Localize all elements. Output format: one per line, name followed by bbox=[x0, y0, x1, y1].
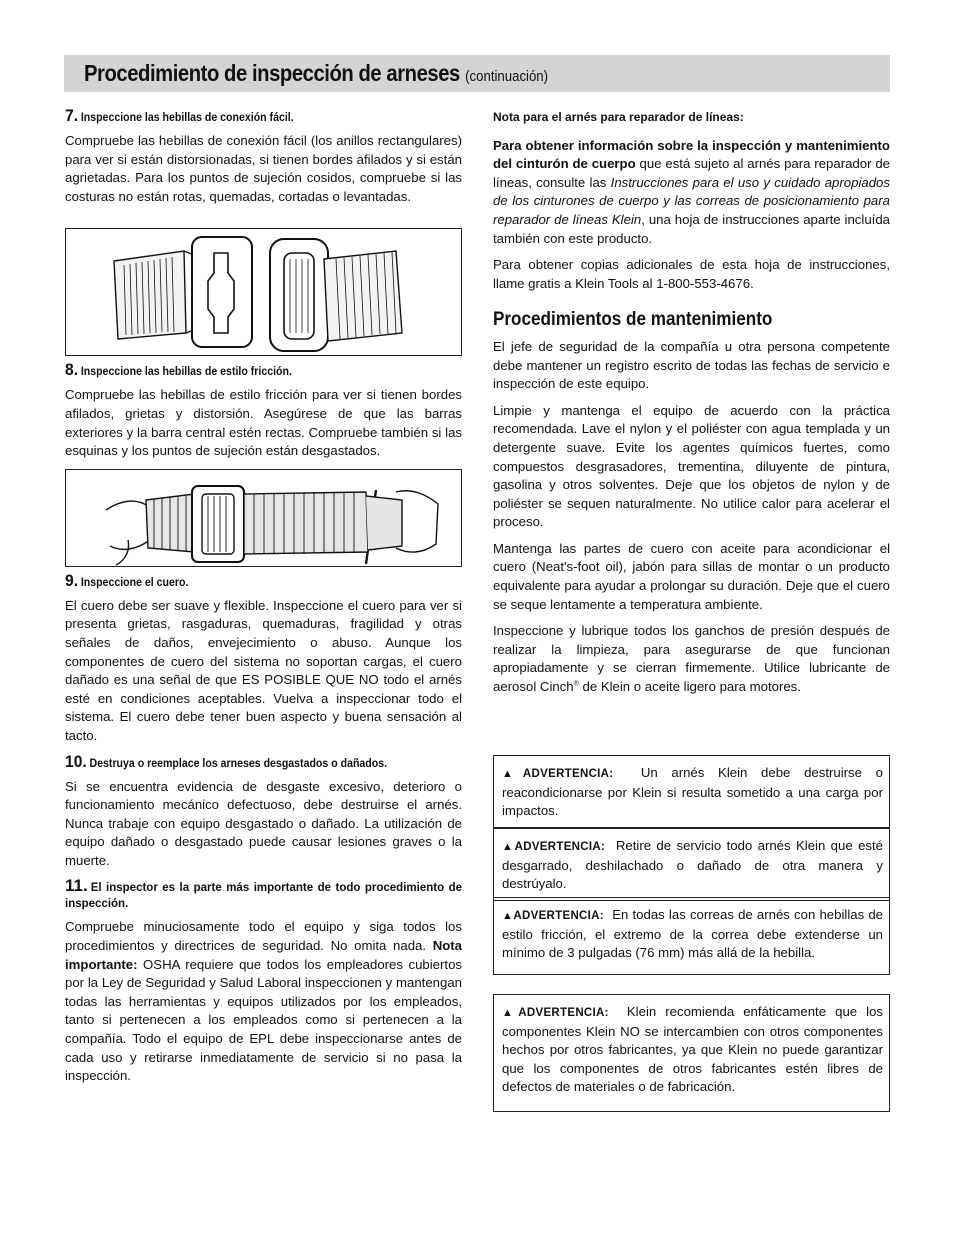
step-8-title: Inspeccione las hebillas de estilo fricción. bbox=[80, 366, 292, 379]
quick-connect-buckle-figure bbox=[65, 228, 462, 356]
step-8-body: Compruebe las hebillas de estilo fricción para ver si tienen bordes afilados, grietas y distorsión. Asegúrese de que las barras exteriores y la barra central estén rectas. Compruebe también si las esquinas y los puntos de sujeción están desgastados. bbox=[65, 387, 462, 459]
lineman-note-italic: Instrucciones para el uso y cuidado apropiados de los cinturones de cuerpo y las correas de posicionamiento para reparador de líneas Klein bbox=[493, 174, 890, 227]
step-7-number: 7. bbox=[65, 106, 79, 125]
lineman-note-bold: Para obtener información sobre la inspección y mantenimiento del cinturón de cuerpo bbox=[493, 137, 890, 172]
warning-box-4 bbox=[493, 994, 890, 1112]
step-10-body: Si se encuentra evidencia de desgaste excesivo, deterioro o funcionamiento mecánico defectuoso, debe destruirse el arnés. Nunca trabaje con equipo desgastado o dañado. La utilización de equipo dañado o desgastado puede causar lesiones graves o la muerte. bbox=[65, 778, 462, 868]
left-column bbox=[65, 108, 462, 1094]
step-11-heading bbox=[65, 878, 462, 912]
step-9-number: 9. bbox=[65, 570, 79, 590]
maintenance-p4-b: de Klein o aceite ligero para motores. bbox=[582, 679, 801, 695]
title-bar bbox=[64, 55, 890, 92]
warning-label: ADVERTENCIA: bbox=[522, 768, 614, 780]
step-8-heading bbox=[65, 362, 430, 380]
maintenance-paragraph-4 bbox=[493, 622, 890, 696]
warning-triangle-icon: ▲ bbox=[502, 841, 515, 853]
step-8-number: 8. bbox=[65, 360, 79, 380]
step-11-note-label: Nota importante: bbox=[65, 938, 462, 972]
step-11-title: El inspector es la parte más importante de todo procedimiento de inspección. bbox=[65, 882, 462, 911]
maintenance-paragraph-1: El jefe de seguridad de la compañía u otra persona competente debe mantener un registro escrito de todas las fechas de servicio e inspección de este equipo. bbox=[493, 338, 890, 392]
step-10-heading bbox=[65, 751, 430, 772]
step-10-number: 10. bbox=[65, 751, 87, 771]
maintenance-paragraph-2: Limpie y mantenga el equipo de acuerdo con la práctica recomendada. Lave el nylon y el poliéster con agua templada y un detergente suave. Evite los agentes químicos fuertes, como compuestos desgrasadores, trementina, diluyente de pintura, gasolina y otros solventes. Deje que los objetos de nylon y de poliéster se sequen naturalmente. No utilice calor para acelerar el proceso. bbox=[493, 402, 890, 530]
warning-triangle-icon: ▲ bbox=[502, 768, 523, 780]
step-10-title: Destruya o reemplace los arneses desgastados o dañados. bbox=[89, 757, 388, 770]
step-7-title: Inspeccione las hebillas de conexión fácil. bbox=[80, 112, 294, 124]
step-7-body: Compruebe las hebillas de conexión fácil (los anillos rectangulares) para ver si están distorsionadas, si tienen bordes afilados y si están agrietadas. Para los puntos de sujeción cosidos, compruebe si las costuras no están rotas, quemadas, cortadas o levantadas. bbox=[65, 133, 462, 204]
maintenance-heading: Procedimientos de mantenimiento bbox=[493, 309, 773, 331]
warning-text-3: En todas las correas de arnés con hebillas de estilo fricción, el extremo de la correa debe extenderse un mínimo de 3 pulgadas (76 mm) más allá de la hebilla. bbox=[502, 907, 884, 961]
warning-triangle-icon: ▲ bbox=[502, 910, 514, 922]
step-9-body: El cuero debe ser suave y flexible. Inspeccione el cuero para ver si presenta grietas, rasgaduras, quemaduras, fragilidad y otras señales de daños, envejecimiento o abuso. Aunque los componentes de cuero del sistema no soportan cargas, el cuero dañado es una señal de que ES POSIBLE QUE NO todo el arnés esté en condiciones aceptables. Vuelva a inspeccionar todo el sistema. El cuero debe tener buen aspecto y buena sensación al tacto. bbox=[65, 597, 462, 743]
maintenance-paragraph-3: Mantenga las partes de cuero con aceite para acondicionar el cuero (Neat's-foot oil), jabón para sillas de montar o un producto equivalente para ayudar a prolongar su duración. Deje que el cuero se seque lentamente a temperatura ambiente. bbox=[493, 540, 890, 612]
warning-box-2 bbox=[493, 828, 890, 901]
registered-mark: ® bbox=[573, 680, 579, 688]
step-7-heading bbox=[65, 108, 430, 126]
warning-text-1: Un arnés Klein debe destruirse o reacondicionarse por Klein si resulta sometido a una carga por impactos. bbox=[502, 765, 884, 819]
right-column bbox=[493, 108, 890, 705]
step-9-heading bbox=[65, 570, 430, 591]
step-11-body bbox=[65, 918, 462, 1085]
warning-box-1 bbox=[493, 755, 890, 828]
step-9-title: Inspeccione el cuero. bbox=[80, 576, 189, 589]
step-11-number: 11. bbox=[65, 876, 88, 896]
lineman-note-text-b: , una hoja de instrucciones aparte incluída también con este producto. bbox=[493, 211, 890, 246]
lineman-note-heading: Nota para el arnés para reparador de líneas: bbox=[493, 110, 744, 124]
warning-text-4: Klein recomienda enfáticamente que los componentes Klein NO se intercambien con otros componentes hechos por otros fabricantes, ya que Klein no puede garantizar que los componentes de otros fabricantes estén libres de defectos de materiales o de fabricación. bbox=[502, 1004, 884, 1095]
lineman-note-text-a: que está sujeto al arnés para reparador de líneas, consulte las bbox=[493, 156, 890, 190]
warning-text-2: Retire de servicio todo arnés Klein que esté desgarrado, deshilachado o dañado de otra manera y destrúyalo. bbox=[502, 838, 883, 892]
step-11-body-b: OSHA requiere que todos los empleadores cubiertos por la Ley de Seguridad y Salud Laboral inspeccionen y mantengan todas las herramientas y equipos utilizados por los empleados, tanto si pertenecen a los empleados como si pertenecen a la compañía. Todo el equipo de EPL debe inspeccionarse antes de cada uso y retirarse inmediatamente de servicio si no pasa la inspección. bbox=[65, 956, 462, 1084]
warning-label: ADVERTENCIA: bbox=[514, 841, 606, 853]
warning-label: ADVERTENCIA: bbox=[513, 910, 604, 922]
friction-buckle-figure bbox=[65, 469, 462, 567]
page-title: Procedimiento de inspección de arneses (continuación) bbox=[84, 60, 549, 86]
warning-triangle-icon: ▲ bbox=[502, 1007, 519, 1019]
maintenance-p4-a: Inspeccione y lubrique todos los ganchos de presión después de realizar la limpieza, para asegurarse de que funcionan apropiadamente y se cierran firmemente. Utilice lubricante de aerosol Cinch bbox=[493, 623, 890, 695]
copies-paragraph: Para obtener copias adicionales de esta hoja de instrucciones, llame gratis a Klein Tools al 1-800-553-4676. bbox=[493, 257, 890, 291]
warning-box-3 bbox=[493, 897, 890, 975]
step-11-body-a: Compruebe minuciosamente todo el equipo y siga todos los procedimientos y directrices de seguridad. No omita nada. bbox=[65, 919, 462, 954]
page-subtitle: (continuación) bbox=[465, 68, 549, 85]
warning-label: ADVERTENCIA: bbox=[518, 1007, 609, 1019]
lineman-note-paragraph bbox=[493, 137, 890, 249]
